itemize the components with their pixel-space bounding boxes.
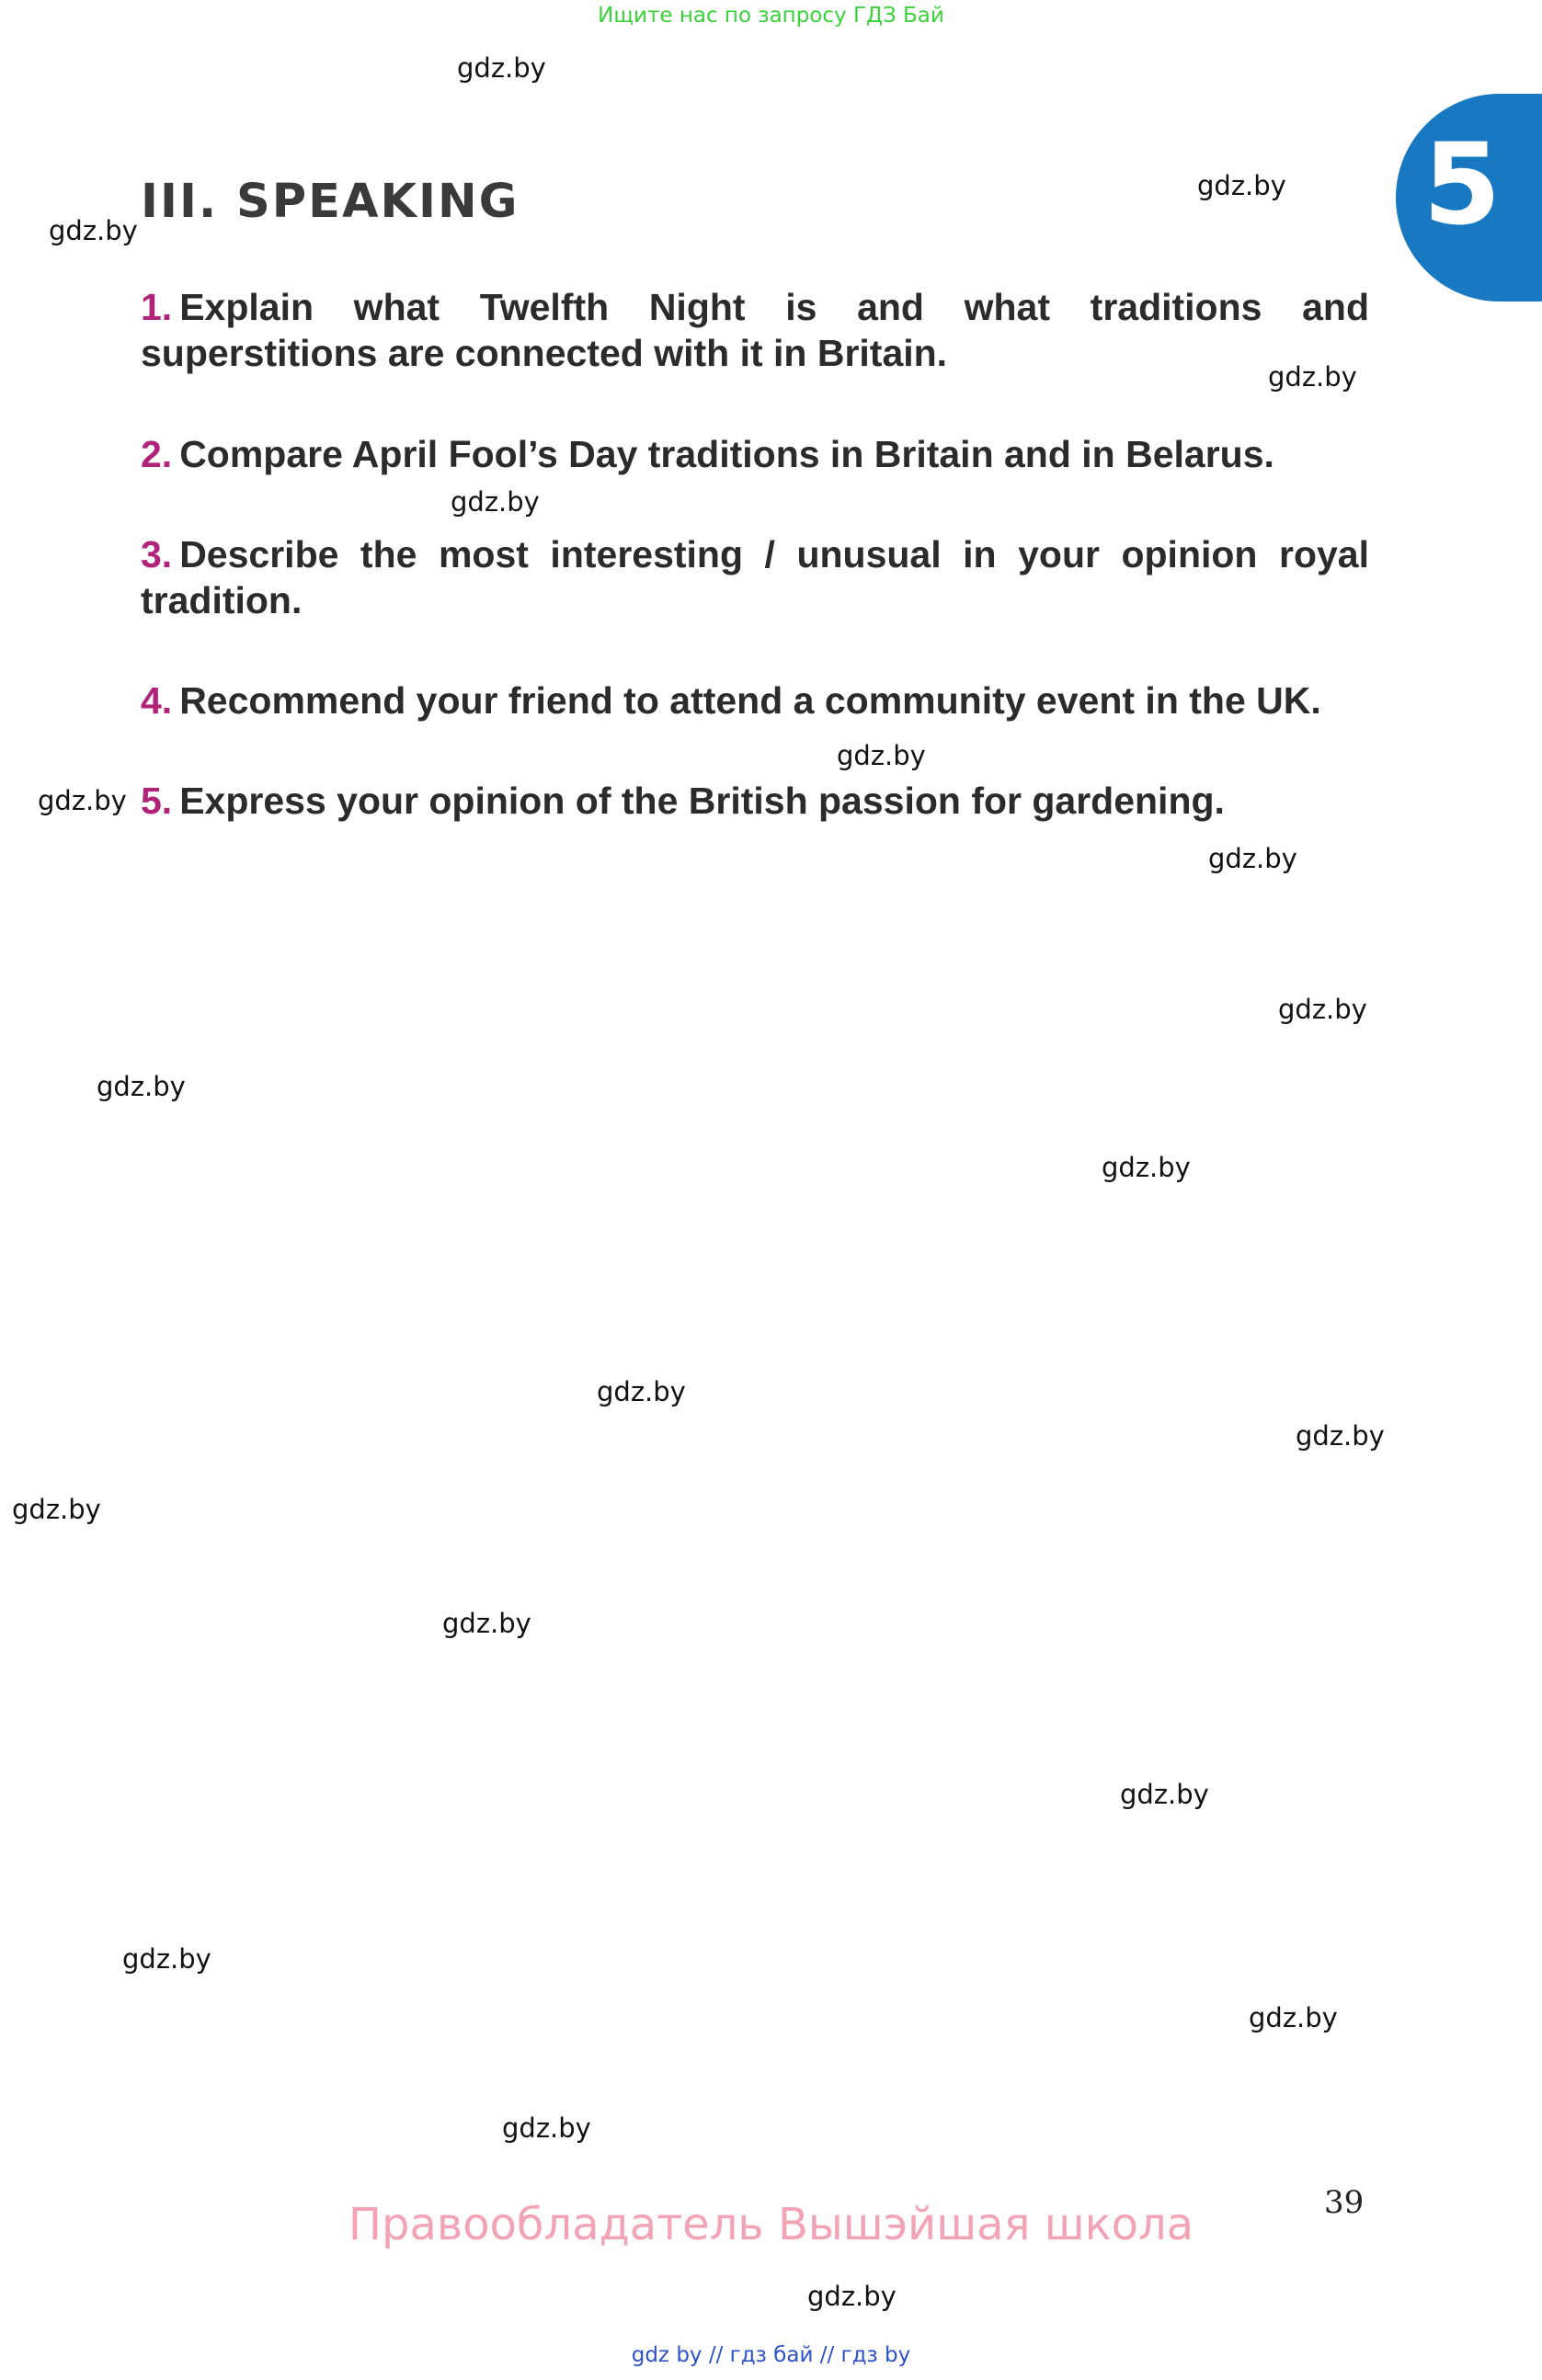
watermark: gdz.by <box>122 1943 211 1975</box>
task-number: 3. <box>141 533 173 575</box>
watermark: gdz.by <box>1278 994 1367 1025</box>
task-text: Compare April Fool’s Day traditions in Britain and in Belarus. <box>179 433 1274 475</box>
task-number: 2. <box>141 433 173 475</box>
task-text: Explain what Twelfth Night is and what traditions and superstitions are connected with it in Britain. <box>141 286 1369 374</box>
watermark: gdz.by <box>1208 843 1297 874</box>
watermark: gdz.by <box>12 1494 101 1525</box>
page-number: 39 <box>1324 2184 1365 2221</box>
watermark: gdz.by <box>837 740 926 771</box>
task-text: Recommend your friend to attend a community event in the UK. <box>179 679 1321 722</box>
watermark: gdz.by <box>49 215 138 246</box>
section-title: III. SPEAKING <box>141 175 520 229</box>
watermark: gdz.by <box>442 1608 531 1639</box>
task-number: 1. <box>141 286 173 328</box>
copyright-notice: Правообладатель Вышэйшая школа <box>348 2199 1194 2250</box>
watermark: gdz.by <box>97 1071 186 1102</box>
task-item <box>141 531 1369 623</box>
watermark: gdz.by <box>1120 1779 1209 1810</box>
task-number: 5. <box>141 780 173 822</box>
unit-number: 5 <box>1422 120 1502 250</box>
watermark: gdz.by <box>457 52 546 84</box>
task-item <box>141 678 1369 723</box>
watermark: gdz.by <box>38 785 127 816</box>
task-item <box>141 431 1369 477</box>
watermark: gdz.by <box>1268 361 1357 393</box>
task-text: Describe the most interesting / unusual in your opinion royal tradition. <box>141 533 1369 621</box>
task-item <box>141 284 1369 376</box>
watermark: gdz.by <box>1296 1420 1385 1452</box>
watermark: gdz.by <box>502 2112 591 2144</box>
watermark: gdz.by <box>451 486 540 518</box>
watermark: gdz.by <box>1102 1152 1191 1183</box>
watermark: gdz.by <box>1197 170 1286 201</box>
task-number: 4. <box>141 679 173 722</box>
task-item <box>141 778 1369 824</box>
task-text: Express your opinion of the British passion for gardening. <box>179 780 1225 822</box>
watermark: gdz.by <box>1249 2002 1338 2033</box>
footer-links[interactable]: gdz by // гдз бай // гдз by <box>631 2343 911 2367</box>
watermark: gdz.by <box>597 1376 686 1407</box>
watermark: gdz.by <box>807 2281 897 2312</box>
top-banner: Ищите нас по запросу ГДЗ Бай <box>598 4 944 28</box>
